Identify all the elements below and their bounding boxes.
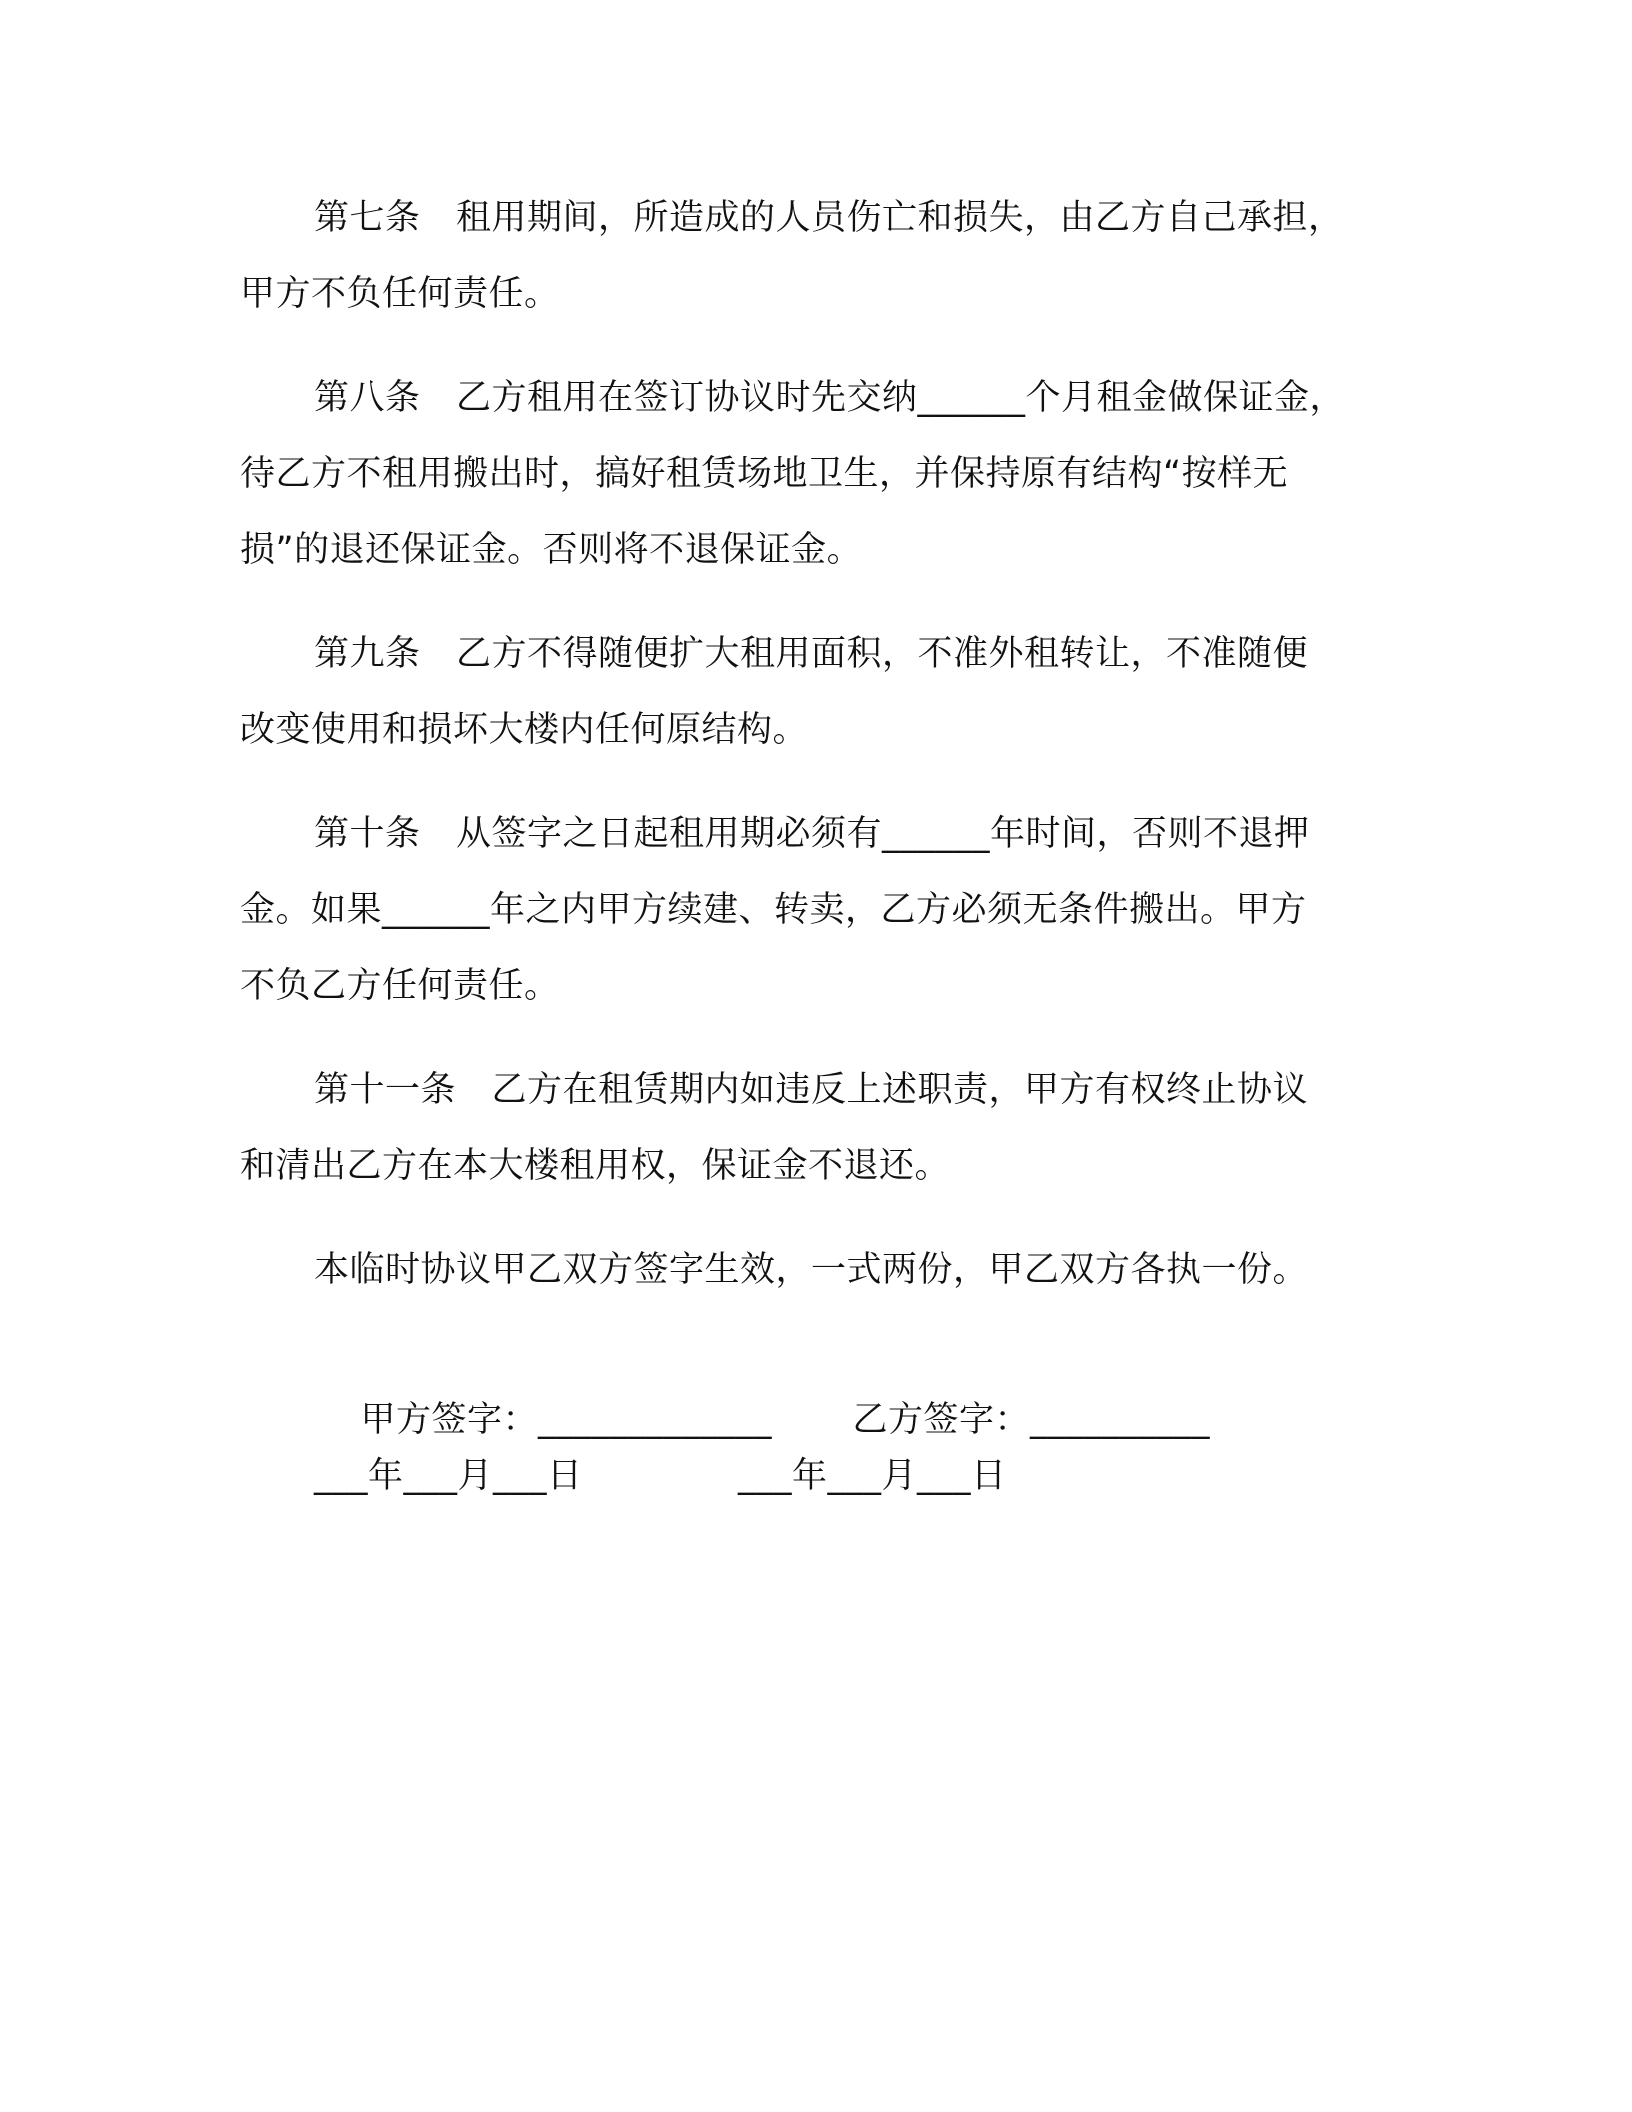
article-8-line-3: 损”的退还保证金。否则将不退保证金。 bbox=[240, 530, 863, 570]
article-7-line-2: 甲方不负任何责任。 bbox=[240, 274, 560, 314]
article-10-line-3: 不负乙方任何责任。 bbox=[240, 966, 560, 1006]
party-a-signature-label: 甲方签字： bbox=[360, 1400, 539, 1440]
article-10-line-1: 第十条 从签字之日起租用期必须有______年时间，否则不退押 bbox=[314, 814, 1310, 854]
closing-statement: 本临时协议甲乙双方签字生效，一式两份，甲乙双方各执一份。 bbox=[314, 1250, 1309, 1290]
article-7-line-1: 第七条 租用期间，所造成的人员伤亡和损失，由乙方自己承担， bbox=[314, 198, 1344, 238]
article-8-line-1: 第八条 乙方租用在签订协议时先交纳______个月租金做保证金， bbox=[314, 378, 1346, 418]
article-11-line-2: 和清出乙方在本大楼租用权，保证金不退还。 bbox=[240, 1146, 951, 1186]
party-a-date: ___年___月___日 bbox=[314, 1456, 583, 1496]
article-9-line-1: 第九条 乙方不得随便扩大租用面积，不准外租转让，不准随便 bbox=[314, 634, 1309, 674]
article-9-line-2: 改变使用和损坏大楼内任何原结构。 bbox=[240, 710, 809, 750]
article-10-line-2: 金。如果______年之内甲方续建、转卖，乙方必须无条件搬出。甲方 bbox=[240, 890, 1307, 930]
party-b-signature-label: 乙方签字： bbox=[852, 1400, 1031, 1440]
party-a-signature-blank: _____________ bbox=[538, 1400, 773, 1440]
article-8-line-2: 待乙方不租用搬出时，搞好租赁场地卫生，并保持原有结构“按样无 bbox=[240, 454, 1289, 494]
party-b-date: ___年___月___日 bbox=[738, 1456, 1007, 1496]
party-b-signature-blank: __________ bbox=[1030, 1400, 1211, 1440]
article-11-line-1: 第十一条 乙方在租赁期内如违反上述职责，甲方有权终止协议 bbox=[314, 1070, 1309, 1110]
